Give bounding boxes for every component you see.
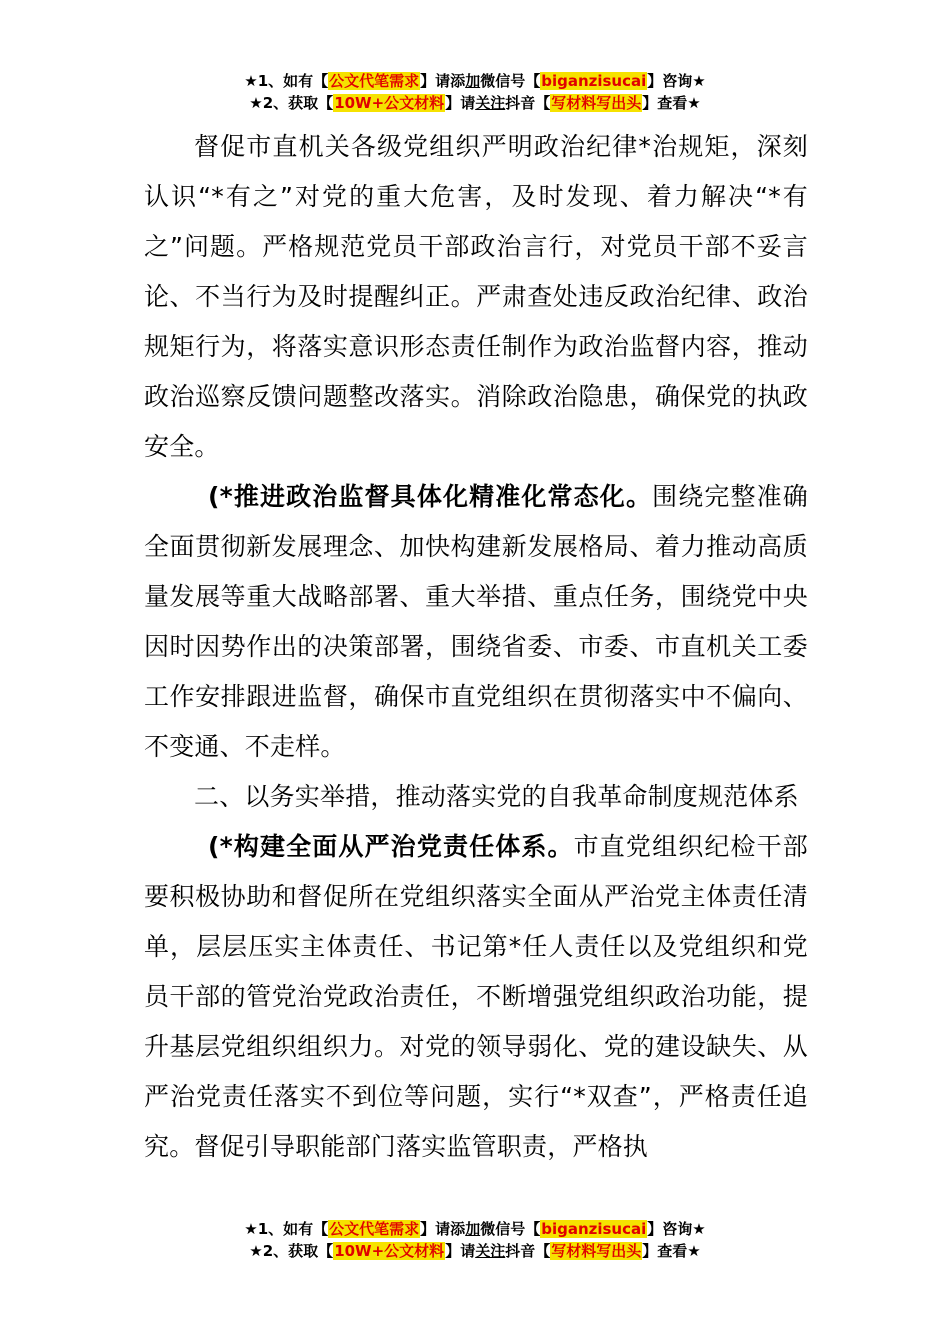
promo-banner-bottom: [0, 1218, 950, 1262]
highlight-service: 公文代笔需求: [329, 1220, 420, 1238]
highlight-service: 公文代笔需求: [329, 72, 420, 90]
highlight-materials: 10W+公文材料: [334, 94, 445, 112]
section-heading: (*推进政治监督具体化精准化常态化。: [208, 482, 653, 511]
paragraph-1: 督促市直机关各级党组织严明政治纪律*治规矩，深刻认识“*有之”对党的重大危害，及时发现、着力解决“*有之”问题。严格规范党员干部政治言行，对党员干部不妥言论、不当行为及时提醒纠正。严肃查处违反政治纪律、政治规矩行为，将落实意识形态责任制作为政治监督内容，推动政治巡察反馈问题整改落实。消除政治隐患，确保党的执政安全。: [144, 132, 808, 461]
section-heading: (*构建全面从严治党责任体系。: [208, 832, 574, 861]
promo-line-1: ★1、如有【公文代笔需求】请添加微信号【biganzisucai】咨询★: [244, 1220, 706, 1238]
promo-line-2: ★2、获取【10W+公文材料】请关注抖音【写材料写出头】查看★: [249, 94, 701, 112]
paragraph-4: (*构建全面从严治党责任体系。市直党组织纪检干部要积极协助和督促所在党组织落实全面从严治党主体责任清单，层层压实主体责任、书记第*任人责任以及党组织和党员干部的管党治党政治责任，不断增强党组织政治功能，提升基层党组织组织力。对党的领导弱化、党的建设缺失、从严治党责任落实不到位等问题，实行“*双查”，严格责任追究。督促引导职能部门落实监管职责，严格执: [144, 832, 808, 1161]
document-body: [144, 122, 808, 1172]
paragraph-3-heading: 二、以务实举措，推动落实党的自我革命制度规范体系: [194, 782, 799, 811]
highlight-douyin-account: 写材料写出头: [551, 94, 642, 112]
highlight-wechat-id: biganzisucai: [541, 1220, 647, 1238]
highlight-materials: 10W+公文材料: [334, 1242, 445, 1260]
highlight-douyin-account: 写材料写出头: [551, 1242, 642, 1260]
promo-banner-top: [0, 70, 950, 114]
promo-line-2: ★2、获取【10W+公文材料】请关注抖音【写材料写出头】查看★: [249, 1242, 701, 1260]
highlight-wechat-id: biganzisucai: [541, 72, 647, 90]
paragraph-2: (*推进政治监督具体化精准化常态化。围绕完整准确全面贯彻新发展理念、加快构建新发展格局、着力推动高质量发展等重大战略部署、重大举措、重点任务，围绕党中央因时因势作出的决策部署，围绕省委、市委、市直机关工委工作安排跟进监督，确保市直党组织在贯彻落实中不偏向、不变通、不走样。: [144, 482, 808, 761]
promo-line-1: ★1、如有【公文代笔需求】请添加微信号【biganzisucai】咨询★: [244, 72, 706, 90]
